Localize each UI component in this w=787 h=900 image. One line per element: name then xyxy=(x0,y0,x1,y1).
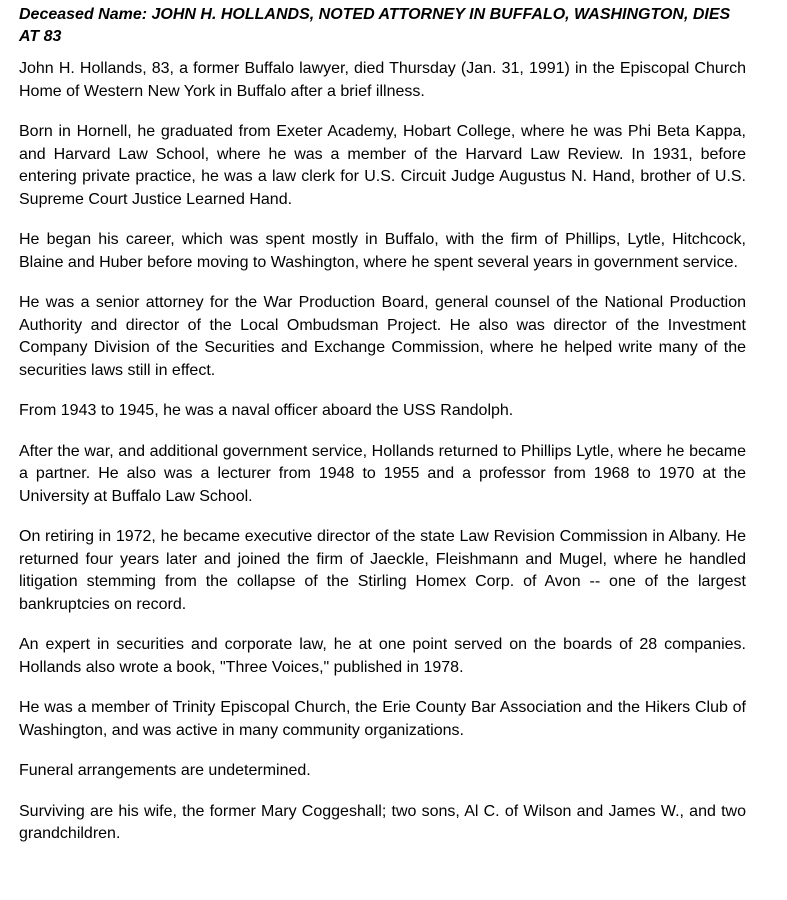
paragraph-postwar-career: After the war, and additional government service, Hollands returned to Phillips Lytle, where he became a partner. He also was a lecturer from 1948 to 1955 and a professor from 1968 to 1970 at the University at Buffalo Law School. xyxy=(19,442,746,505)
paragraph-government-service: He was a senior attorney for the War Production Board, general counsel of the National Production Authority and director of the Local Ombudsman Project. He also was director of the Investment Company Division of the Securities and Exchange Commission, where he helped write many of the securities laws still in effect. xyxy=(19,294,746,379)
paragraph-death-notice: John H. Hollands, 83, a former Buffalo lawyer, died Thursday (Jan. 31, 1991) in the Episcopal Church Home of Western New York in Buffalo after a brief illness. xyxy=(19,60,746,100)
paragraph-early-career: He began his career, which was spent mostly in Buffalo, with the firm of Phillips, Lytle, Hitchcock, Blaine and Huber before moving to Washington, where he spent several years in government service. xyxy=(19,231,746,271)
paragraph-expertise: An expert in securities and corporate law, he at one point served on the boards of 28 companies. Hollands also wrote a book, "Three Voices," published in 1978. xyxy=(19,636,746,676)
paragraph-memberships: He was a member of Trinity Episcopal Church, the Erie County Bar Association and the Hikers Club of Washington, and was active in many community organizations. xyxy=(19,699,746,739)
paragraph-retirement: On retiring in 1972, he became executive director of the state Law Revision Commission in Albany. He returned four years later and joined the firm of Jaeckle, Fleishmann and Mugel, where he handled litigation stemming from the collapse of the Stirling Homex Corp. of Avon -- one of the largest bankruptcies on record. xyxy=(19,528,746,613)
document-title: Deceased Name: JOHN H. HOLLANDS, NOTED ATTORNEY IN BUFFALO, WASHINGTON, DIES AT 83 xyxy=(19,6,731,45)
obituary-document xyxy=(19,4,746,864)
paragraph-education: Born in Hornell, he graduated from Exeter Academy, Hobart College, where he was Phi Beta Kappa, and Harvard Law School, where he was a member of the Harvard Law Review. In 1931, before entering private practice, he was a law clerk for U.S. Circuit Judge Augustus N. Hand, brother of U.S. Supreme Court Justice Learned Hand. xyxy=(19,123,746,208)
paragraph-funeral: Funeral arrangements are undetermined. xyxy=(19,762,311,779)
paragraph-survivors: Surviving are his wife, the former Mary Coggeshall; two sons, Al C. of Wilson and James W., and two grandchildren. xyxy=(19,802,746,842)
paragraph-naval-service: From 1943 to 1945, he was a naval officer aboard the USS Randolph. xyxy=(19,402,514,419)
